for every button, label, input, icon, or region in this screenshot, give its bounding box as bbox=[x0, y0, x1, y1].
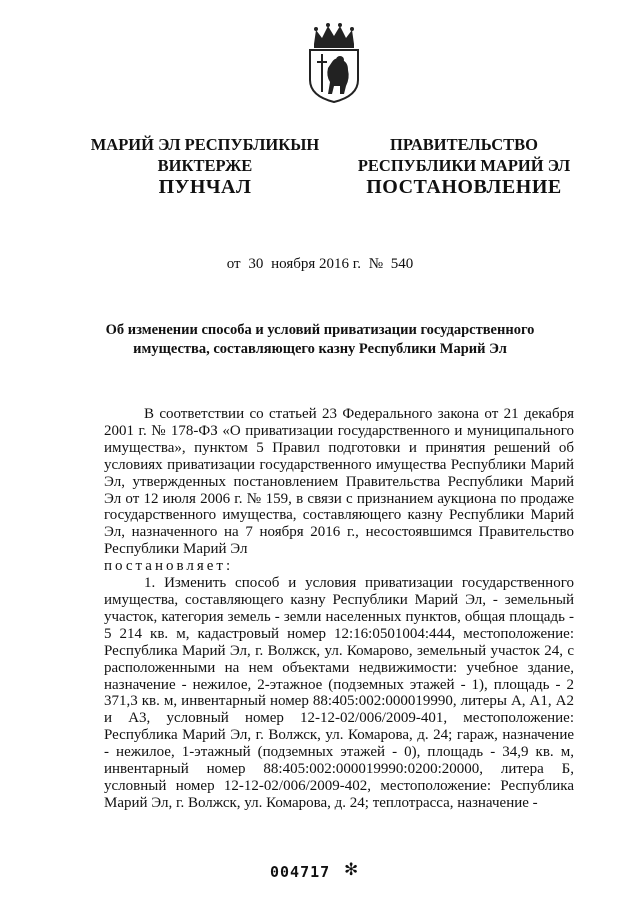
document-body bbox=[104, 406, 574, 812]
header-right-line2: РЕСПУБЛИКИ МАРИЙ ЭЛ bbox=[357, 156, 571, 175]
document-number: 540 bbox=[390, 256, 414, 272]
header-right-line1: ПРАВИТЕЛЬСТВО bbox=[390, 135, 538, 154]
header-left-line1: МАРИЙ ЭЛ РЕСПУБЛИКЫН bbox=[90, 135, 320, 154]
resolves-word: постановляет: bbox=[104, 558, 234, 575]
body-paragraph-2: 1. Изменить способ и условия приватизации государственного имущества, составляющего казну Республики Марий Эл, - земельный участок, категория земель - земли населенных пунктов, общая площадь - 5 214 кв. м, кадастровый номер 12:16:0501004:444, местоположение: Республика Марий Эл, г. Волжск, ул. Комарово, земельный участок 24, с расположенными на нем объектами недвижимости: учебное здание, назначение - нежилое, 2-этажное (подземных этажей - 1), площадь - 2 371,3 кв. м, инвентарный номер 88:405:002:000019990, литеры А, А1, А2 и А3, условный номер 12-12-02/006/2009-401, местоположение: Республика Марий Эл, г. Волжск, ул. Комарова, д. 24; гараж, назначение - нежилое, 1-этажный (подземных этажей - 0), площадь - 34,9 кв. м, инвентарный номер 88:405:002:000019990:0200:20000, литера Б, условный номер 12-12-02/006/2009-402, местоположение: Республика Марий Эл, г. Волжск, ул. Комарова, д. 24; теплотрасса, назначение - bbox=[104, 575, 574, 811]
document-title: Об изменении способа и условий приватизации государственного имущества, составляющего казну Республики Марий Эл bbox=[105, 322, 535, 357]
header-left-block bbox=[80, 134, 330, 176]
body-paragraph-1: В соответствии со статьей 23 Федерального закона от 21 декабря 2001 г. № 178-ФЗ «О приватизации государственного и муниципального имущества», пунктом 5 Правил подготовки и принятия решений об условиях приватизации государственного имущества Республики Марий Эл, утвержденных постановлением Правительства Республики Марий Эл от 12 июля 2006 г. № 159, в связи с признанием аукциона по продаже государственного имущества, составляющего казну Республики Марий Эл, назначенного на 7 ноября 2016 г., несостоявшимся Правительство Республики Марий Эл bbox=[104, 406, 574, 558]
footer-mark-icon: ✻ bbox=[344, 860, 359, 879]
date-prefix: от bbox=[226, 256, 241, 272]
doc-type-right: ПОСТАНОВЛЕНИЕ bbox=[366, 176, 562, 198]
date-month-year: ноября 2016 г. bbox=[271, 256, 361, 272]
header-right-block bbox=[330, 134, 598, 176]
coat-of-arms-emblem bbox=[300, 22, 368, 104]
number-sign: № bbox=[368, 256, 384, 272]
date-line bbox=[0, 256, 640, 273]
date-day: 30 bbox=[248, 256, 264, 272]
doc-type-left: ПУНЧАЛ bbox=[158, 176, 252, 198]
header-left-line2: ВИКТЕРЖЕ bbox=[157, 156, 253, 175]
serial-number: 004717 bbox=[270, 863, 331, 881]
